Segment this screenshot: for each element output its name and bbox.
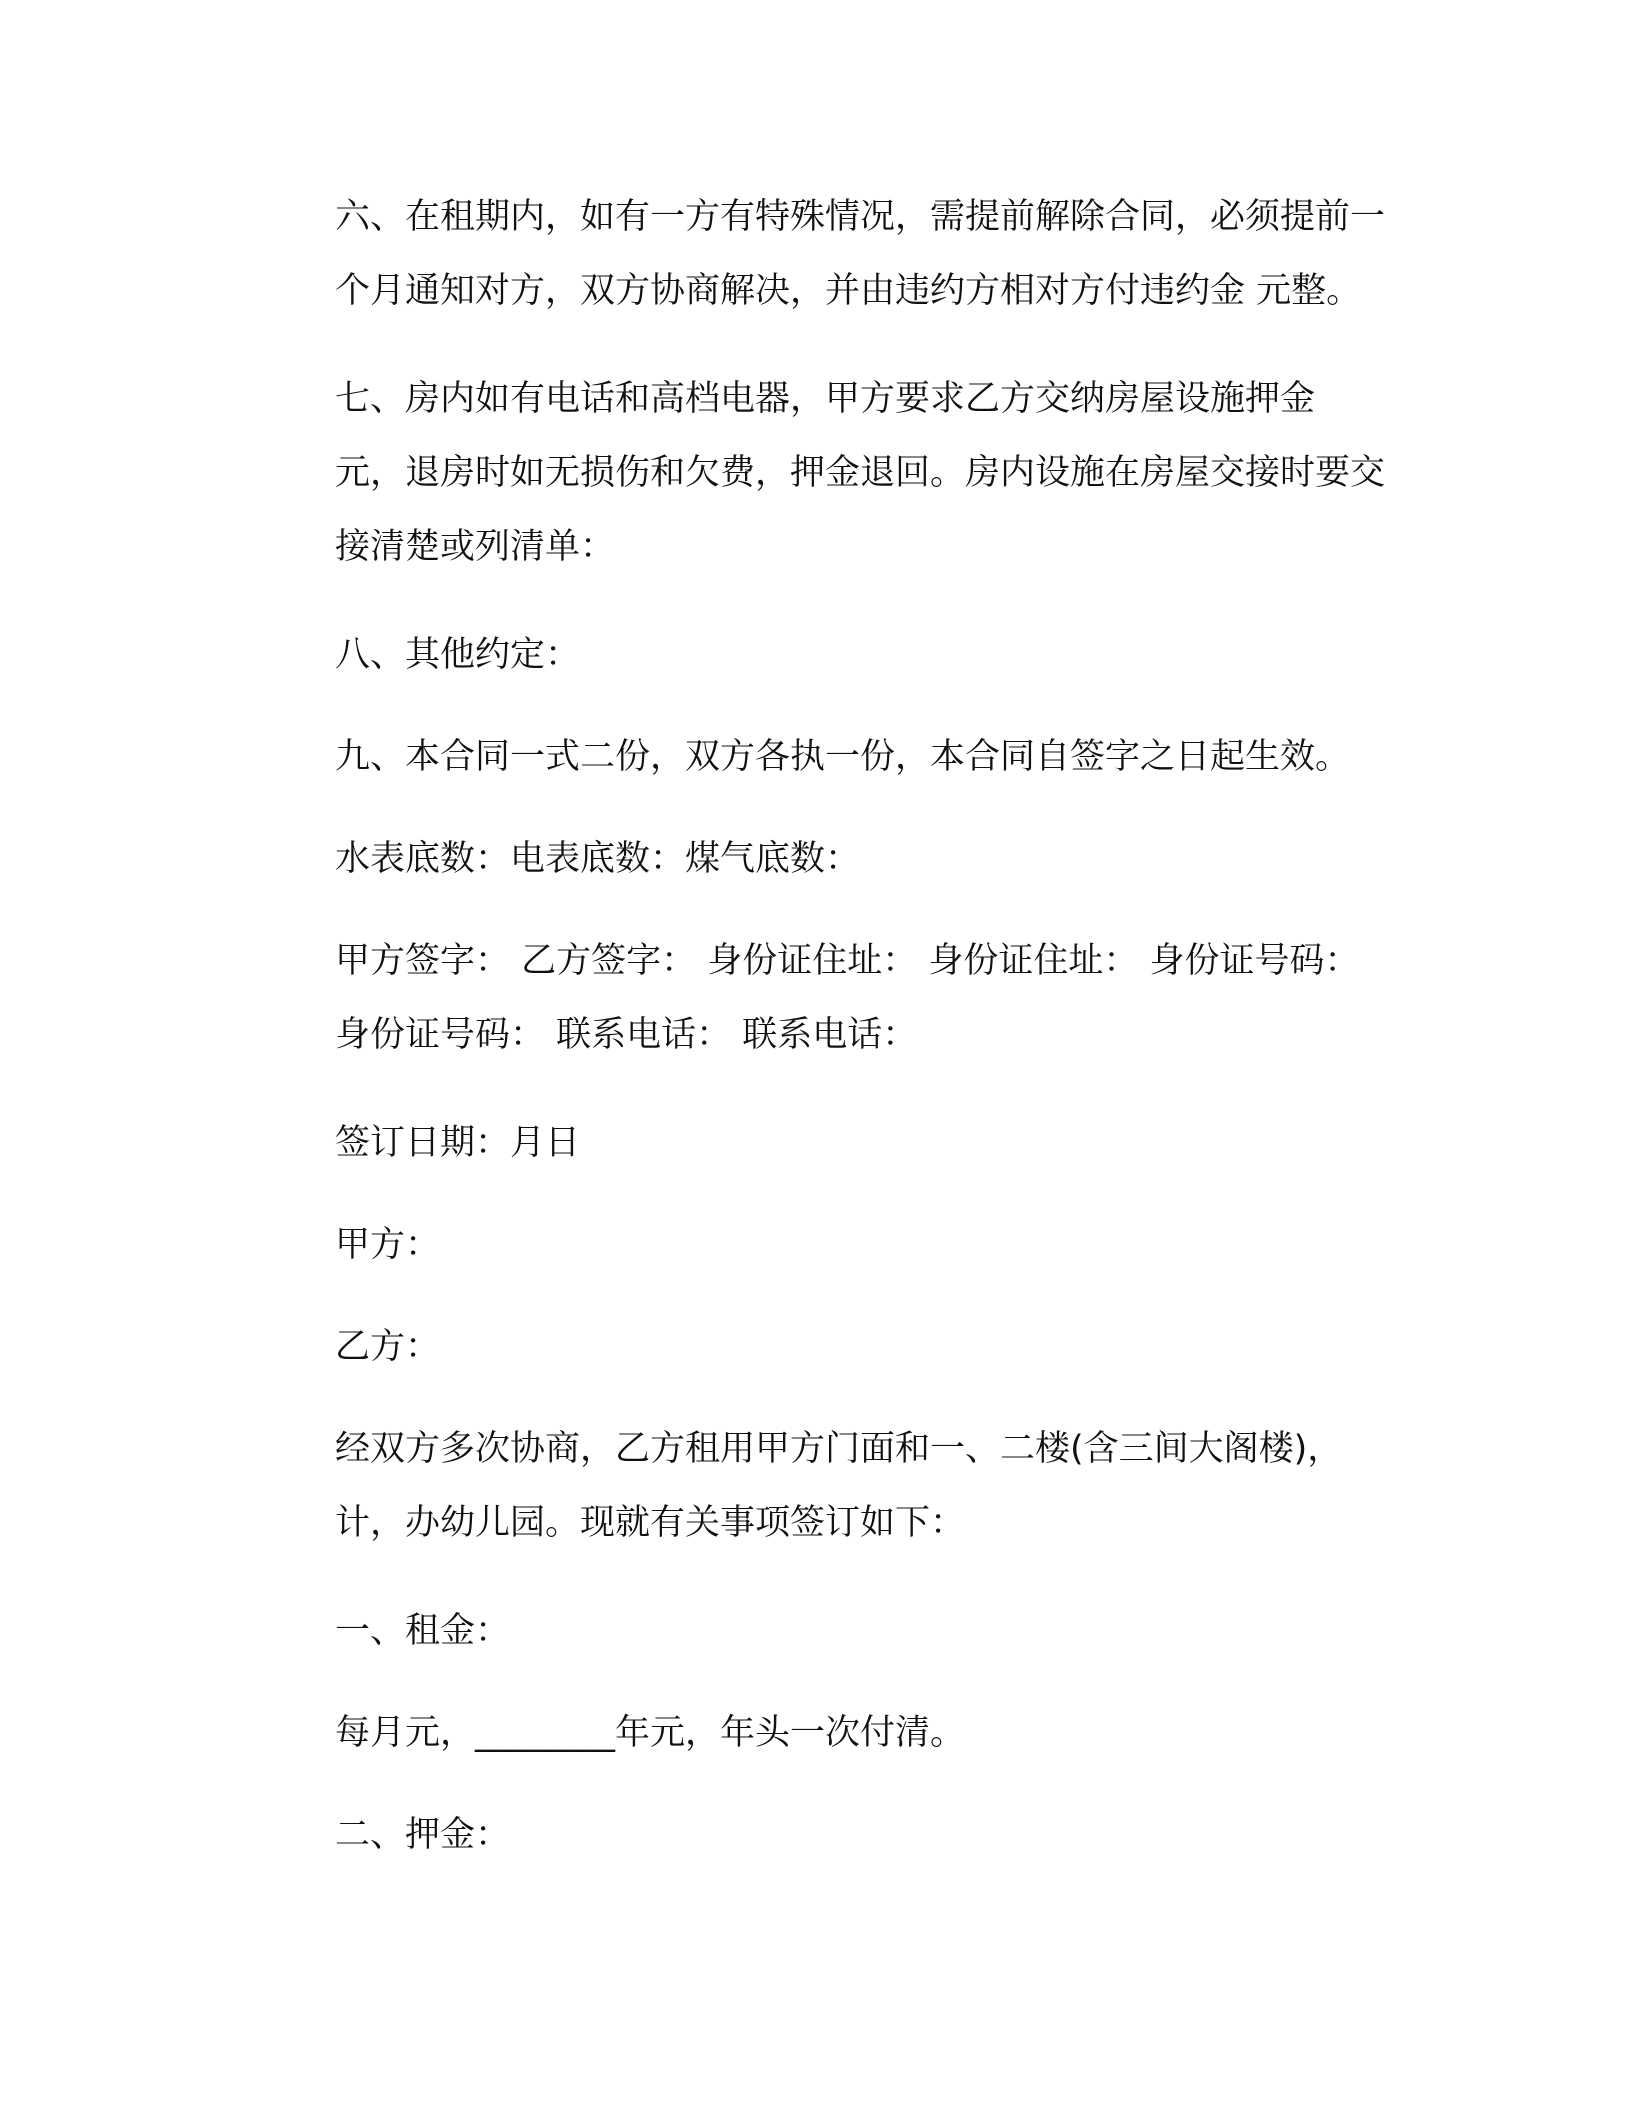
clause-six-text: 六、在租期内，如有一方有特殊情况，需提前解除合同，必须提前一个月通知对方，双方协商解决，并由违约方相对方付违约金 元整。 xyxy=(335,197,1386,311)
clause-seven-text: 七、房内如有电话和高档电器，甲方要求乙方交纳房屋设施押金 元，退房时如无损伤和欠费，押金退回。房内设施在房屋交接时要交接清楚或列清单： xyxy=(335,379,1386,567)
signature-block xyxy=(240,924,1390,1072)
rent-heading-text: 一、租金： xyxy=(335,1611,511,1651)
meter-readings-text: 水表底数：电表底数：煤气底数： xyxy=(335,839,861,879)
rent-detail xyxy=(240,1696,1485,1770)
deposit-heading-text: 二、押金： xyxy=(335,1815,511,1855)
signature-block-text: 甲方签字： 乙方签字： 身份证住址： 身份证住址： 身份证号码： 身份证号码： 联系电话： 联系电话： xyxy=(335,941,1360,1055)
clause-six xyxy=(240,180,1390,328)
meter-readings xyxy=(240,822,1485,896)
intro-paragraph xyxy=(240,1412,1390,1560)
intro-paragraph-text: 经双方多次协商，乙方租用甲方门面和一、二楼(含三间大阁楼)，计，办幼儿园。现就有关事项签订如下： xyxy=(335,1429,1343,1543)
party-a xyxy=(240,1208,1485,1282)
clause-nine-text: 九、本合同一式二份，双方各执一份，本合同自签字之日起生效。 xyxy=(335,737,1351,777)
sign-date-text: 签订日期：月日 xyxy=(335,1123,581,1163)
clause-eight-text: 八、其他约定： xyxy=(335,635,581,675)
rent-heading xyxy=(240,1594,1485,1668)
clause-seven xyxy=(240,362,1390,584)
deposit-heading xyxy=(240,1798,1485,1872)
party-b-text: 乙方： xyxy=(335,1327,441,1367)
rent-detail-text: 每月元，________年元，年头一次付清。 xyxy=(335,1713,966,1753)
party-a-text: 甲方： xyxy=(335,1225,441,1265)
clause-eight xyxy=(240,618,1485,692)
party-b xyxy=(240,1310,1485,1384)
clause-nine xyxy=(240,720,1485,794)
sign-date xyxy=(240,1106,1485,1180)
